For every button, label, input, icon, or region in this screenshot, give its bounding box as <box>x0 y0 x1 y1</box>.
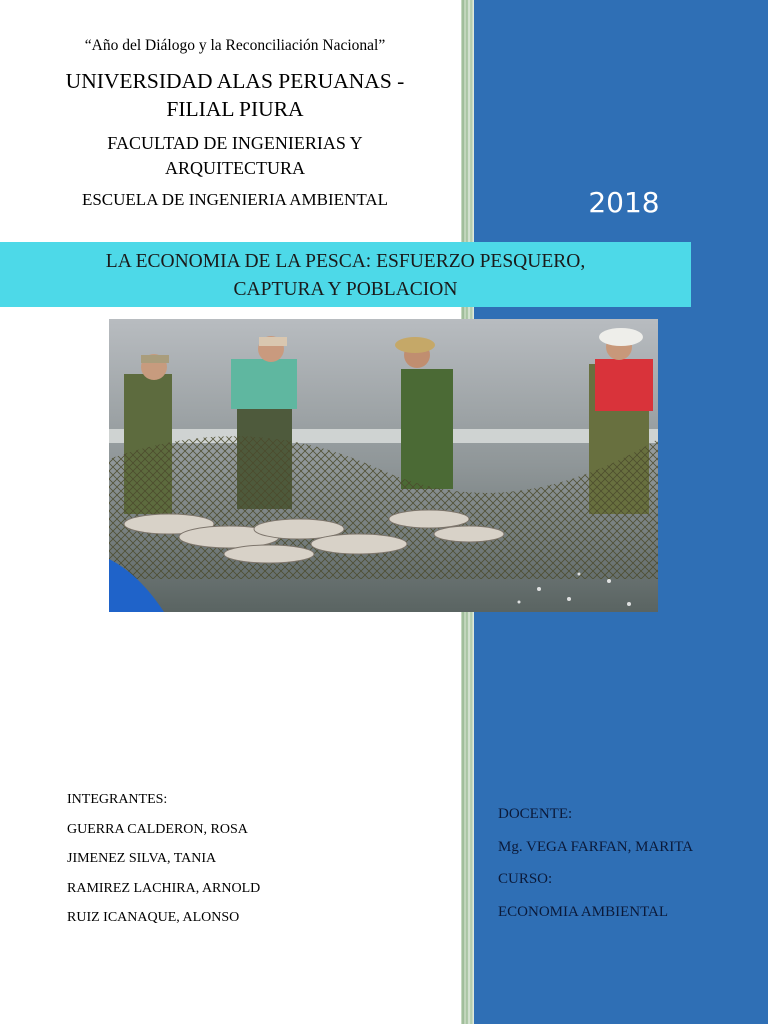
teacher-block <box>498 798 693 928</box>
title-line-2: CAPTURA Y POBLACION <box>233 279 458 300</box>
year-motto: “Año del Diálogo y la Reconciliación Nacional” <box>84 37 386 54</box>
document-title <box>0 248 691 304</box>
university-name <box>0 67 470 123</box>
faculty-line-2: ARQUITECTURA <box>165 158 305 178</box>
member-name: JIMENEZ SILVA, TANIA <box>67 851 217 866</box>
members-list <box>67 785 260 933</box>
faculty-line-1: FACULTAD DE INGENIERIAS Y <box>107 133 363 153</box>
course-name: ECONOMIA AMBIENTAL <box>498 903 669 920</box>
course-label: CURSO: <box>498 871 553 887</box>
university-line-2: FILIAL PIURA <box>166 97 304 121</box>
teacher-name: Mg. VEGA FARFAN, MARITA <box>498 838 694 855</box>
school-name: ESCUELA DE INGENIERIA AMBIENTAL <box>81 190 389 209</box>
year-label: 2018 <box>588 186 660 219</box>
member-name: RAMIREZ LACHIRA, ARNOLD <box>67 880 261 896</box>
member-name: RUIZ ICANAQUE, ALONSO <box>67 910 240 925</box>
teacher-label: DOCENTE: <box>498 806 573 822</box>
faculty-name <box>0 131 470 181</box>
university-line-1: UNIVERSIDAD ALAS PERUANAS - <box>65 69 405 93</box>
fishing-photo <box>109 319 658 612</box>
member-name: GUERRA CALDERON, ROSA <box>67 821 248 837</box>
title-line-1: LA ECONOMIA DE LA PESCA: ESFUERZO PESQUERO, <box>105 251 586 272</box>
members-heading: INTEGRANTES: <box>67 792 168 807</box>
